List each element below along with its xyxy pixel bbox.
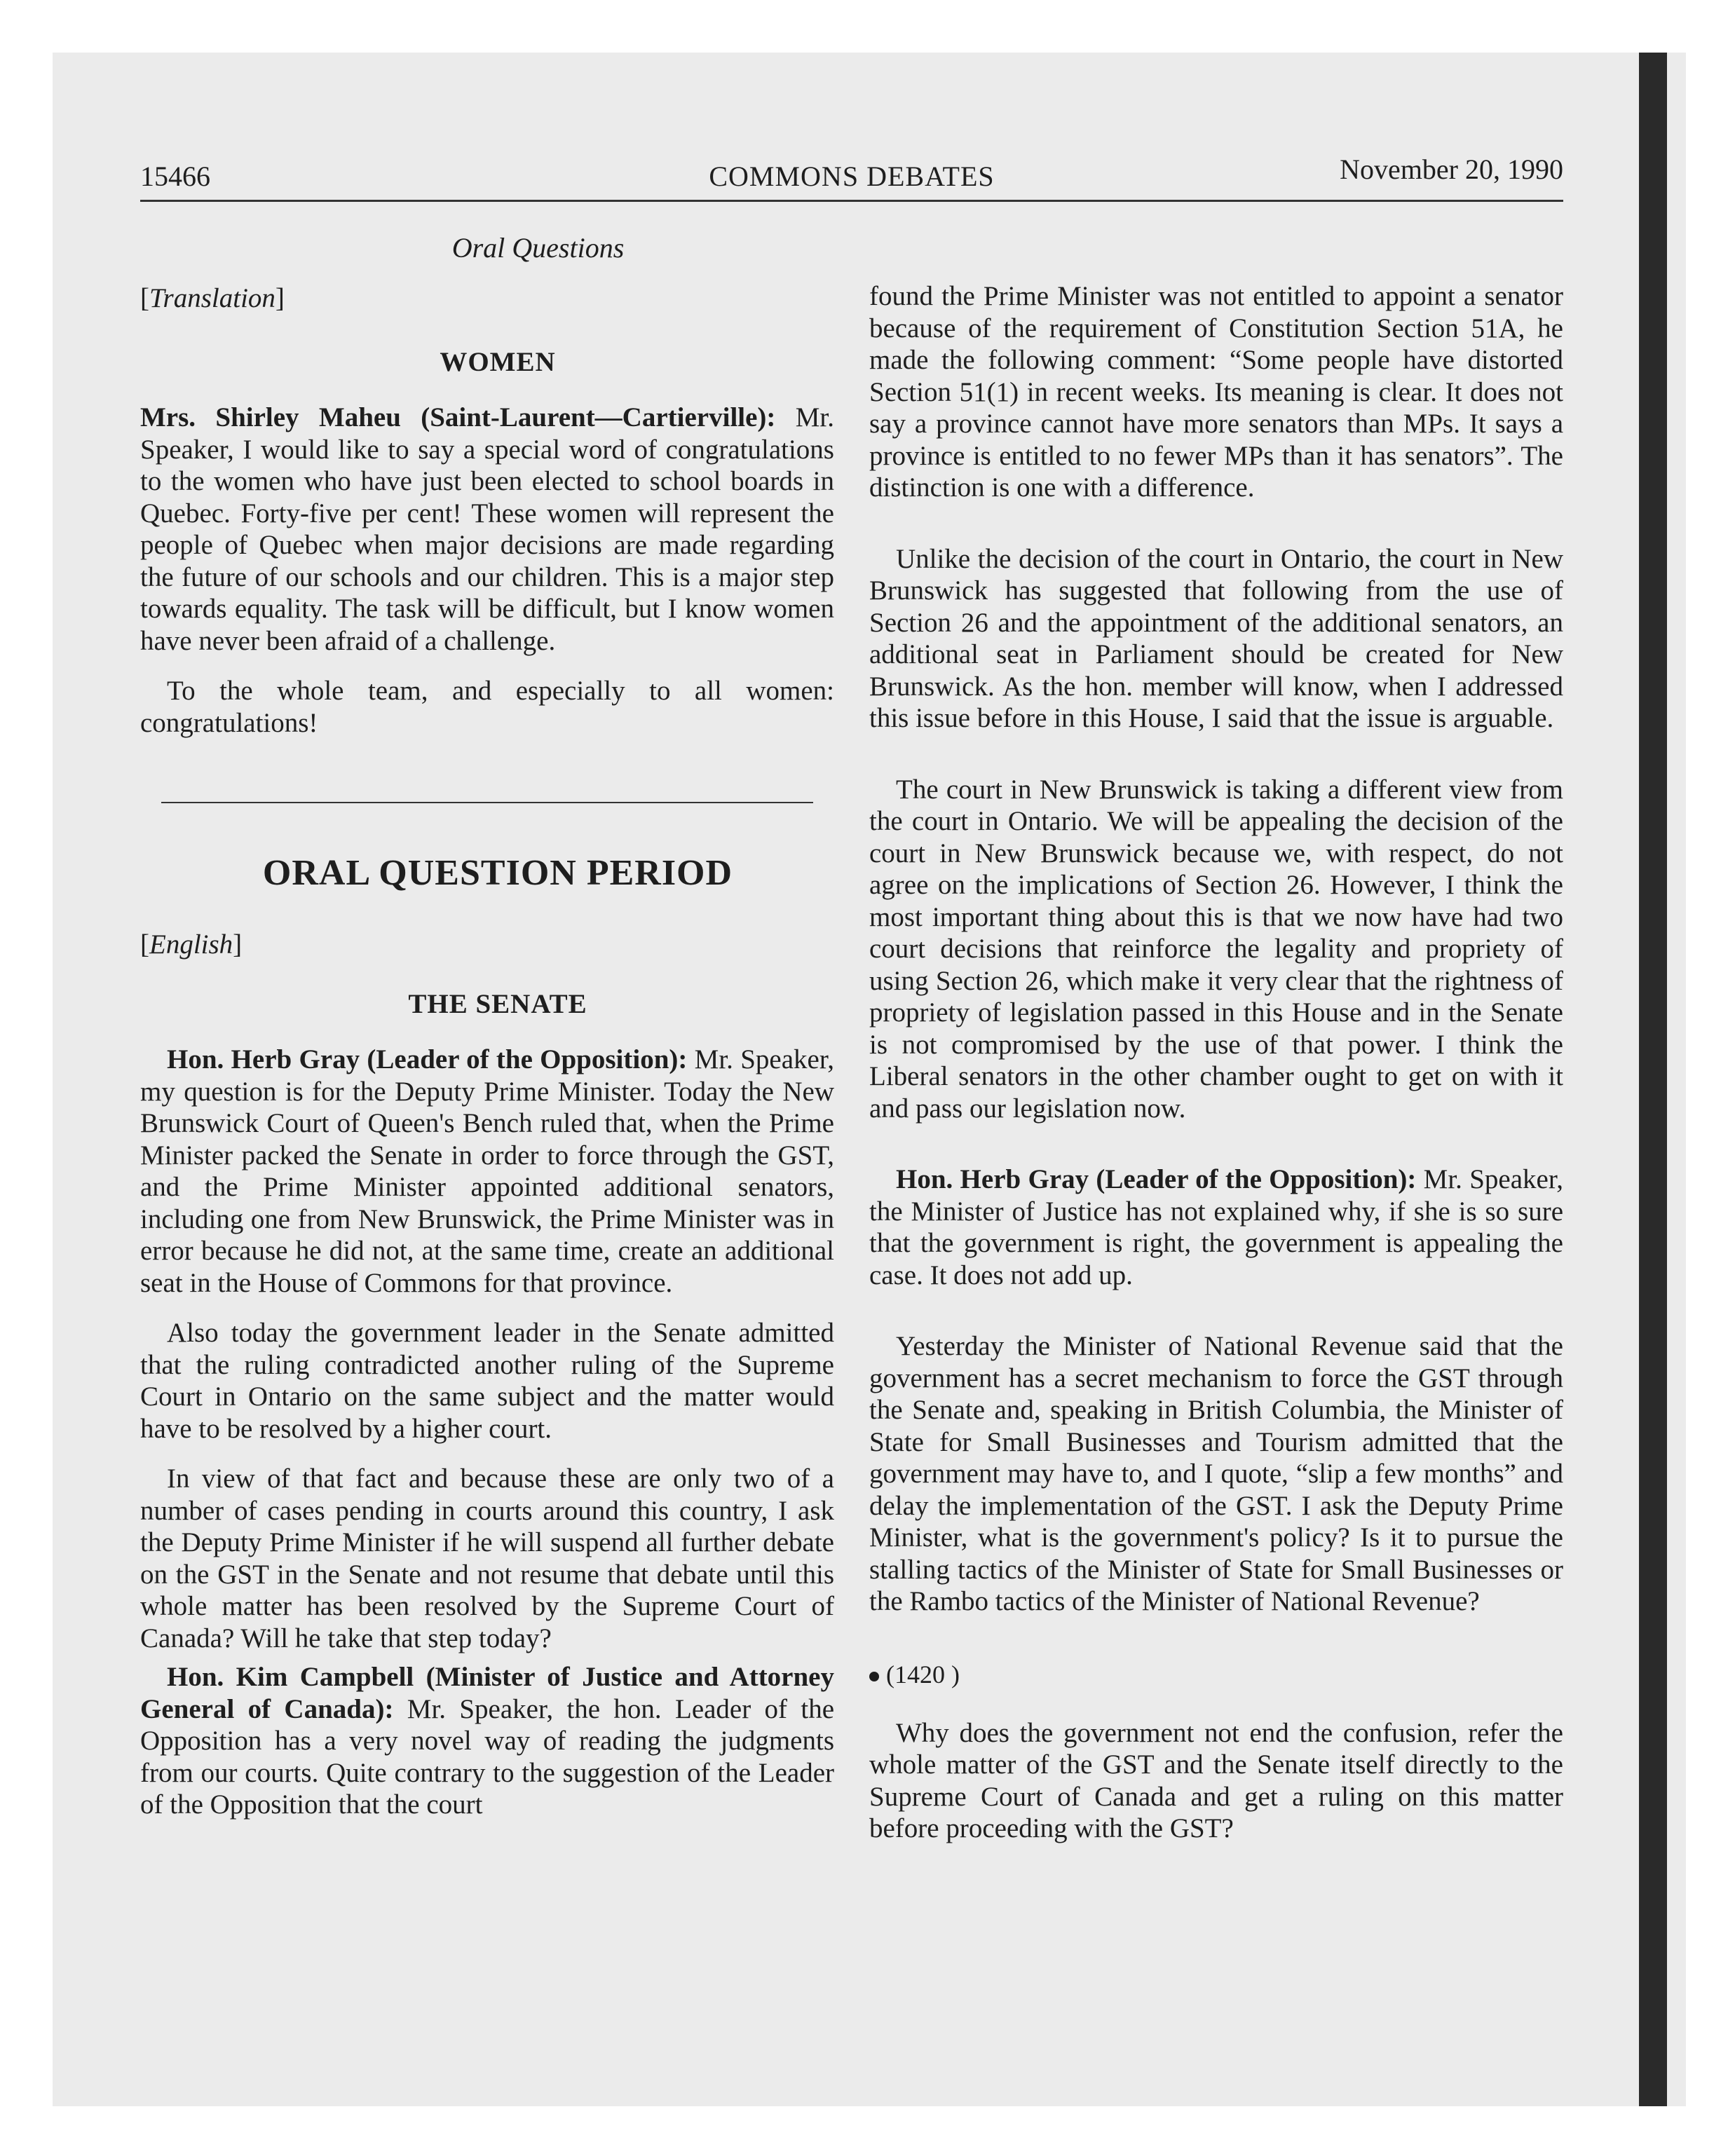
gray-text: Mr. Speaker, my question is for the Deputy Prime Minister. Today the New Brunswick Court of Queen's Bench ruled that, when the Prime Minister packed the Senate in order to force through the GST, and the Prime Minister appointed additional senators, including one from New Brunswick, the Prime Minister was in error because he did not, at the same time, create an additional seat in the House of Commons for that province.	[140, 1044, 835, 1298]
publication-title: COMMONS DEBATES	[709, 161, 995, 192]
campbell-continued: found the Prime Minister was not entitled to appoint a senator because of the requirement of Constitution Section 51A, he made the following comment: “Some people have distorted Section 51(1) in recent weeks. Its meaning is clear. It does not say a province cannot have more senators than MPs. It says a province is entitled to no fewer MPs than it has senators”. The distinction is one with a difference.	[869, 281, 1563, 503]
section-divider	[161, 802, 813, 803]
page-header	[140, 153, 1563, 195]
court-paragraph: The court in New Brunswick is taking a different view from the court in Ontario. We will be appealing the decision of the court in New Brunswick because we, with respect, do not agree on the implications of Section 26. However, I think the most important thing about this is that we now have had two court decisions that reinforce the legality and propriety of using Section 26, which make it very clear that the rightness of propriety of legislation passed in this House and in the Senate is not compromised by the use of that power. I think the Liberal senators in the other chamber ought to get on with it and pass our legislation now.	[869, 774, 1563, 1124]
campbell-answer	[140, 1661, 834, 1821]
bullet-icon	[869, 1672, 879, 1681]
yesterday-paragraph: Yesterday the Minister of National Revenue said that the government has a secret mechanism to force the GST through the Senate and, speaking in British Columbia, the Minister of State for Small Businesses and Tourism admitted that the government may have to, and I quote, “slip a few months” and delay the implementation of the GST. I ask the Deputy Prime Minister, what is the government's policy? Is it to pursue the stalling tactics of the Minister of State for Small Businesses or the Rambo tactics of the Minister of National Revenue?	[869, 1331, 1563, 1616]
section-heading-women: WOMEN	[440, 347, 556, 377]
timestamp-text: (1420 )	[886, 1660, 960, 1688]
speaker-campbell: Hon. Kim Campbell (Minister of Justice and Attorney General of Canada):	[140, 1662, 834, 1724]
also-paragraph: Also today the government leader in the Senate admitted that the ruling contradicted another ruling of the Supreme Court in Ontario on the same subject and the matter would have to be resolved by a higher court.	[140, 1318, 834, 1444]
scan-edge-shadow	[1639, 53, 1667, 2106]
maheu-statement	[140, 402, 834, 657]
speaker-maheu: Mrs. Shirley Maheu (Saint-Laurent—Cartierville):	[140, 402, 776, 432]
view-paragraph: In view of that fact and because these are only two of a number of cases pending in courts around this country, I ask the Deputy Prime Minister if he will suspend all further debate on the GST in the Senate and not resume that debate until this whole matter has been resolved by the Supreme Court of Canada? Will he take that step today?	[140, 1464, 834, 1653]
english-label: English	[149, 929, 233, 960]
team-paragraph: To the whole team, and especially to all women: congratulations!	[140, 676, 834, 738]
running-head: Oral Questions	[451, 232, 625, 264]
section-heading-senate: THE SENATE	[408, 989, 587, 1019]
maheu-text: Mr. Speaker, I would like to say a special word of congratulations to the women who have just been elected to school boards in Quebec. Forty-five per cent! These women will represent the people of Quebec when major decisions are made regarding the future of our schools and our children. This is a major step towards equality. The task will be difficult, but I know women have never been afraid of a challenge.	[140, 402, 835, 656]
page-number: 15466	[140, 161, 210, 192]
speaker-gray: Hon. Herb Gray (Leader of the Opposition):	[167, 1044, 688, 1074]
english-tag: [English]	[140, 929, 243, 960]
translation-tag: [Translation]	[140, 283, 285, 313]
gray-question	[140, 1044, 834, 1299]
campbell-text: Mr. Speaker, the hon. Leader of the Opposition has a very novel way of reading the judgments from our courts. Quite contrary to the suggestion of the Leader of the Opposition that the court	[140, 1693, 834, 1820]
oral-question-period-heading: ORAL QUESTION PERIOD	[262, 853, 733, 893]
left-column	[140, 224, 834, 1821]
why-paragraph: Why does the government not end the confusion, refer the whole matter of the GST and the Senate itself directly to the Supreme Court of Canada and get a ruling on this matter before proceeding with the GST?	[869, 1717, 1563, 1843]
header-rule	[140, 200, 1563, 202]
page-date: November 20, 1990	[1340, 153, 1563, 185]
gray-followup	[869, 1164, 1563, 1291]
gray-followup-text: Mr. Speaker, the Minister of Justice has not explained why, if she is so sure that the government is right, the government is appealing the case. It does not add up.	[869, 1164, 1564, 1290]
translation-label: Translation	[149, 283, 275, 313]
speaker-gray-2: Hon. Herb Gray (Leader of the Opposition):	[896, 1164, 1417, 1194]
unlike-paragraph: Unlike the decision of the court in Ontario, the court in New Brunswick has suggested that following from the use of Section 26 and the appointment of the additional senators, an additional seat in Parliament should be created for New Brunswick. As the hon. member will know, when I addressed this issue before in this House, I said that the issue is arguable.	[869, 543, 1563, 733]
timestamp-marker	[869, 1660, 1563, 1689]
right-column	[869, 280, 1563, 1845]
